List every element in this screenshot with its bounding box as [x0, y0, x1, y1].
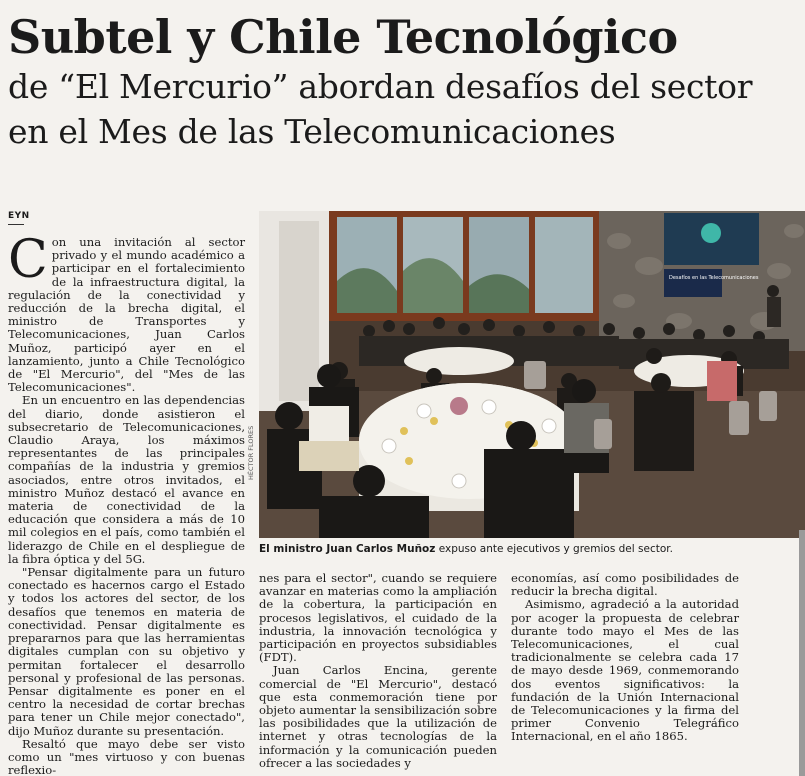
byline-rule: [8, 224, 24, 225]
paragraph-7: economías, así como posibilidades de reducir la brecha digital.: [511, 571, 739, 599]
headline-subtitle-line-1: de “El Mercurio” abordan desafíos del sector: [8, 67, 753, 106]
page-edge-shadow: [799, 530, 805, 776]
byline: EYN: [8, 211, 30, 221]
article-column-3: [511, 572, 739, 744]
article-column-1: [8, 230, 245, 776]
paragraph-6: Juan Carlos Encina, gerente comercial de "El Mercurio", destacó que esta conmemoración tiene por objeto aumentar la sensibilización sobre las posibilidades que la utilización de internet y otras tecnologías de la información y la comunicación pueden ofrecer a las sociedades y: [259, 663, 497, 770]
paragraph-2: En un encuentro en las dependencias del diario, donde asistieron el subsecretario de Telecomunicaciones, Claudio Araya, los máximos representantes de las principales compañías de la industria y gremios asociados, entre otros invitados, el ministro Muñoz destacó el avance en materia de conectividad de la educación que considera a más de 10 mil colegios en el país, como también el liderazgo de Chile en el despliegue de la fibra óptica y del 5G.: [8, 393, 245, 566]
photo-caption: [259, 543, 805, 556]
photo-caption-text: expuso ante ejecutivos y gremios del sector.: [435, 543, 673, 555]
article-headline: [8, 10, 798, 154]
paragraph-5: nes para el sector", cuando se requiere avanzar en materias como la ampliación de la cobertura, la participación en procesos legislativos, el cuidado de la industria, la innovación tecnológica y participación en proyectos subsidiables (FDT).: [259, 571, 497, 665]
event-photo-illustration: [259, 211, 805, 538]
article-column-2: [259, 572, 497, 770]
headline-title: Subtel y Chile Tecnológico: [8, 10, 678, 64]
event-photo: [259, 211, 805, 538]
photo-credit: HÉCTOR FLORES: [247, 425, 255, 480]
photo-caption-bold: El ministro Juan Carlos Muñoz: [259, 543, 436, 555]
paragraph-1-text: on una invitación al sector privado y el mundo académico a participar en el fortalecimiento de la infraestructura digital, la regulación de la conectividad y reducción de la brecha digital, el ministro de Transportes y Telecomunicaciones, Juan Carlos Muñoz, participó ayer en el lanzamiento, junto a Chile Tecnológico de "El Mercurio", del "Mes de las Telecomunicaciones".: [8, 235, 245, 395]
paragraph-1: [8, 230, 245, 395]
paragraph-8: Asimismo, agradeció a la autoridad por acoger la propuesta de celebrar durante todo mayo el Mes de las Telecomunicaciones, el cual tradicionalmente se celebra cada 17 de mayo desde 1969, conmemorando dos eventos significativos: la fundación de la Unión Internacional de Telecomunicaciones y la firma del primer Convenio Telegráfico Internacional, en el año 1865.: [511, 597, 739, 744]
tv-screen-text: Desafíos en las Telecomunicaciones: [669, 275, 759, 281]
paragraph-3: "Pensar digitalmente para un futuro conectado es hacernos cargo el Estado y todos los actores del sector, de los desafíos que tenemos en materia de conectividad. Pensar digitalmente es prepararnos para que las herramientas digitales cumplan con su objetivo y permitan fortalecer el desarrollo personal y profesional de las personas. Pensar digitalmente es poner en el centro la necesidad de cortar brechas para tener un Chile mejor conectado", dijo Muñoz durante su presentación.: [8, 565, 245, 738]
paragraph-4: Resaltó que mayo debe ser visto como un "mes virtuoso y con buenas reflexio-: [8, 736, 245, 776]
drop-cap: C: [8, 230, 48, 290]
headline-subtitle-line-2: en el Mes de las Telecomunicaciones: [8, 112, 616, 151]
